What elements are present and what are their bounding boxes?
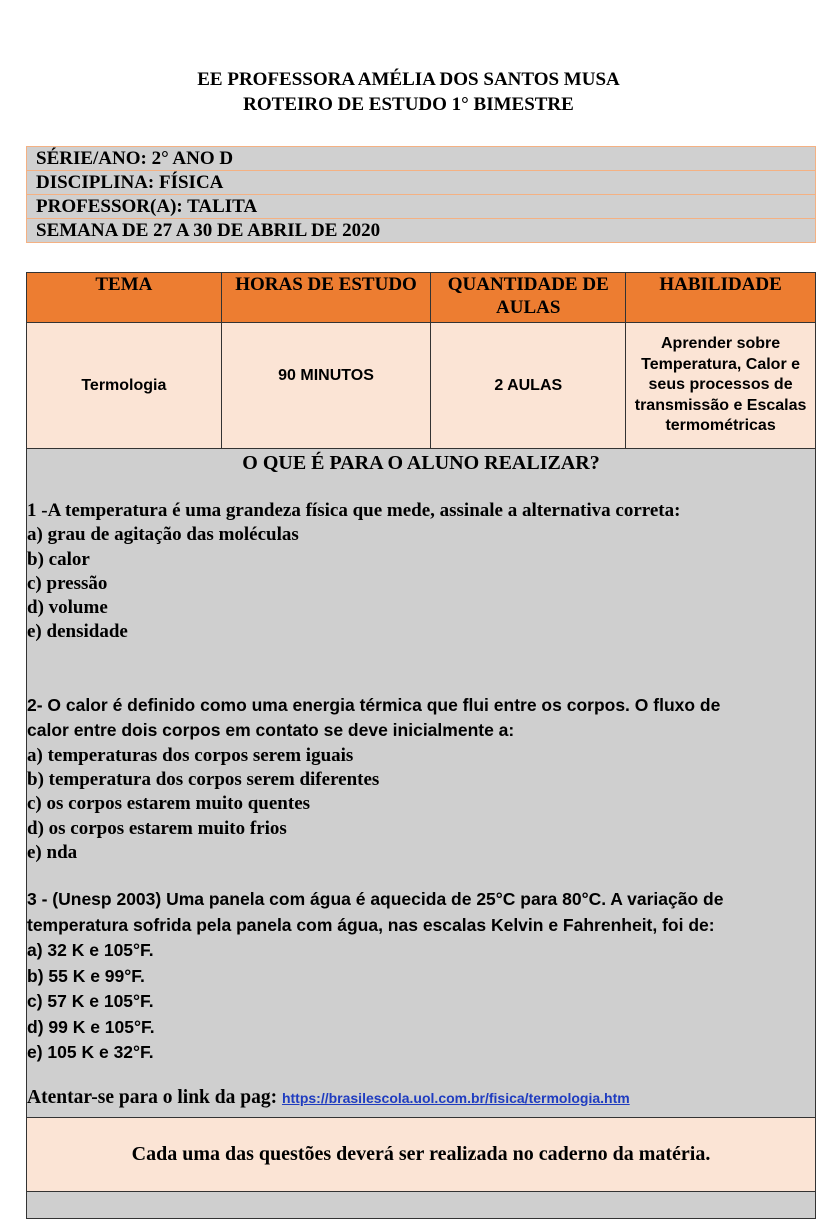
question-2: [27, 693, 815, 865]
reference-link[interactable]: https://brasilescola.uol.com.br/fisica/termologia.htm: [281, 1089, 630, 1106]
document-header: [0, 67, 817, 117]
question-3-text-line1: 3 - (Unesp 2003) Uma panela com água é aquecida de 25°C para 80°C. A variação de: [27, 889, 724, 910]
question-1-option-e: e) densidade: [27, 621, 128, 643]
table-row: [27, 323, 816, 449]
tema-cell: Termologia: [27, 323, 222, 449]
question-1-text: 1 -A temperatura é uma grandeza física que mede, assinale a alternativa correta:: [27, 500, 681, 521]
question-3-option-a: a) 32 K e 105°F.: [27, 940, 154, 961]
question-2-option-a: a) temperaturas dos corpos serem iguais: [27, 744, 354, 766]
question-1-option-b: b) calor: [27, 548, 90, 570]
question-2-option-d: d) os corpos estarem muito frios: [27, 817, 287, 839]
activity-row: [27, 449, 816, 1118]
study-table: [26, 272, 816, 1219]
link-label: Atentar-se para o link da pag:: [27, 1086, 278, 1108]
blank-cell: [27, 1192, 816, 1219]
note-text: Cada uma das questões deverá ser realizada no caderno da matéria.: [27, 1118, 816, 1192]
activity-title: O QUE É PARA O ALUNO REALIZAR?: [242, 452, 600, 474]
question-3-option-c: c) 57 K e 105°F.: [27, 991, 154, 1012]
school-name: EE PROFESSORA AMÉLIA DOS SANTOS MUSA: [197, 69, 620, 90]
serie-field: SÉRIE/ANO: 2° ANO D: [26, 146, 816, 170]
blank-row: [27, 1192, 816, 1219]
disciplina-field: DISCIPLINA: FÍSICA: [26, 170, 816, 194]
question-2-option-b: b) temperatura dos corpos serem diferentes: [27, 769, 380, 791]
question-3-option-e: e) 105 K e 32°F.: [27, 1042, 154, 1063]
question-3: [27, 887, 815, 1066]
header-habilidade: HABILIDADE: [626, 273, 816, 323]
question-2-text-line2: calor entre dois corpos em contato se deve inicialmente a:: [27, 720, 515, 741]
table-header-row: [27, 273, 816, 323]
question-1: [27, 499, 815, 645]
document-subtitle: ROTEIRO DE ESTUDO 1° BIMESTRE: [243, 94, 574, 115]
question-2-text-line1: 2- O calor é definido como uma energia térmica que flui entre os corpos. O fluxo de: [27, 694, 721, 715]
professor-field: PROFESSOR(A): TALITA: [26, 194, 816, 218]
question-3-option-d: d) 99 K e 105°F.: [27, 1016, 155, 1037]
link-line: [27, 1086, 815, 1110]
question-2-option-e: e) nda: [27, 841, 78, 863]
header-quantidade: QUANTIDADE DE AULAS: [431, 273, 626, 323]
question-1-option-c: c) pressão: [27, 572, 108, 594]
activity-section: [27, 449, 816, 1118]
header-horas: HORAS DE ESTUDO: [221, 273, 431, 323]
semana-field: SEMANA DE 27 A 30 DE ABRIL DE 2020: [26, 218, 816, 243]
question-1-option-a: a) grau de agitação das moléculas: [27, 524, 299, 546]
question-2-option-c: c) os corpos estarem muito quentes: [27, 793, 311, 815]
habilidade-cell: Aprender sobre Temperatura, Calor e seus processos de transmissão e Escalas termométricas: [626, 323, 816, 449]
question-3-text-line2: temperatura sofrida pela panela com água, nas escalas Kelvin e Fahrenheit, foi de:: [27, 914, 715, 935]
question-3-option-b: b) 55 K e 99°F.: [27, 965, 145, 986]
header-tema: TEMA: [27, 273, 222, 323]
note-row: [27, 1118, 816, 1192]
horas-cell: 90 MINUTOS: [221, 323, 431, 449]
info-box: [26, 146, 816, 243]
question-1-option-d: d) volume: [27, 597, 108, 619]
aulas-cell: 2 AULAS: [431, 323, 626, 449]
